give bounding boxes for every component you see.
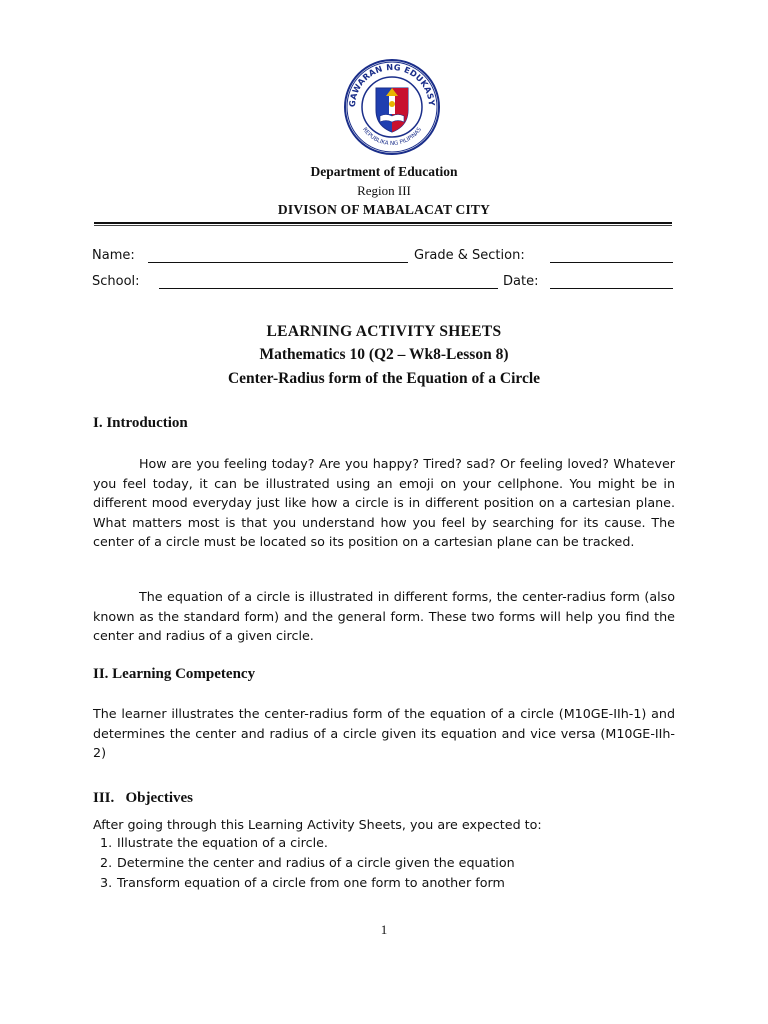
svg-text:REPUBLIKA NG PILIPINAS: REPUBLIKA NG PILIPINAS [361, 126, 423, 148]
school-label: School: [92, 274, 140, 289]
objective-item [93, 833, 675, 853]
seal-graphic [343, 58, 441, 156]
page-number: 1 [380, 922, 388, 937]
objective-text: Determine the center and radius of a circle given the equation [117, 855, 515, 870]
header-rule [94, 222, 672, 224]
introduction-paragraph-2: The equation of a circle is illustrated in different forms, the center-radius form (also known as the standard form) and the general form. These two forms will help you find the center and radius of a given circle. [93, 589, 675, 644]
name-blank[interactable] [148, 262, 408, 263]
objective-item [93, 853, 675, 873]
lesson-title: Center-Radius form of the Equation of a Circle [227, 370, 541, 387]
objective-text: Transform equation of a circle from one form to another form [117, 875, 505, 890]
school-blank[interactable] [159, 288, 498, 289]
region-name: Region III [357, 183, 411, 198]
grade-section-label: Grade & Section: [414, 248, 525, 263]
date-blank[interactable] [550, 288, 673, 289]
objective-item [93, 873, 675, 893]
header-rule-thin [94, 225, 672, 226]
name-label: Name: [92, 248, 135, 263]
grade-section-blank[interactable] [550, 262, 673, 263]
objective-number: 2. [100, 855, 113, 870]
school-date-row [92, 274, 674, 292]
sheet-title: LEARNING ACTIVITY SHEETS [266, 323, 502, 340]
competency-paragraph: The learner illustrates the center-radius form of the equation of a circle (M10GE-IIh-1) and determines the center and radius of a circle given its equation and vice versa (M10GE-IIh-2) [93, 706, 675, 761]
department-name: Department of Education [310, 164, 458, 179]
introduction-heading: I. Introduction [93, 415, 188, 431]
division-name: DIVISON OF MABALACAT CITY [277, 202, 491, 217]
subject-title: Mathematics 10 (Q2 – Wk8-Lesson 8) [259, 346, 509, 363]
objective-text: Illustrate the equation of a circle. [117, 835, 328, 850]
svg-text:KAGAWARAN NG EDUKASYON: GAWARAN NG EDUKASY [346, 61, 438, 108]
objectives-intro: After going through this Learning Activity Sheets, you are expected to: [93, 817, 542, 832]
objectives-list [93, 833, 675, 893]
name-grade-row [92, 248, 674, 266]
date-label: Date: [503, 274, 539, 289]
deped-seal [343, 58, 441, 156]
objective-number: 3. [100, 875, 113, 890]
objectives-heading: III. Objectives [93, 790, 193, 806]
objective-number: 1. [100, 835, 113, 850]
competency-heading: II. Learning Competency [93, 666, 256, 682]
introduction-paragraph-1: How are you feeling today? Are you happy? Tired? sad? Or feeling loved? Whatever you feel today, it can be illustrated using an emoji on your cellphone. You might be in different mood everyday just like how a circle is in different position on a cartesian plane. What matters most is that you understand how you feel by searching for its cause. The center of a circle must be located so its position on a cartesian plane can be tracked. [93, 456, 675, 550]
